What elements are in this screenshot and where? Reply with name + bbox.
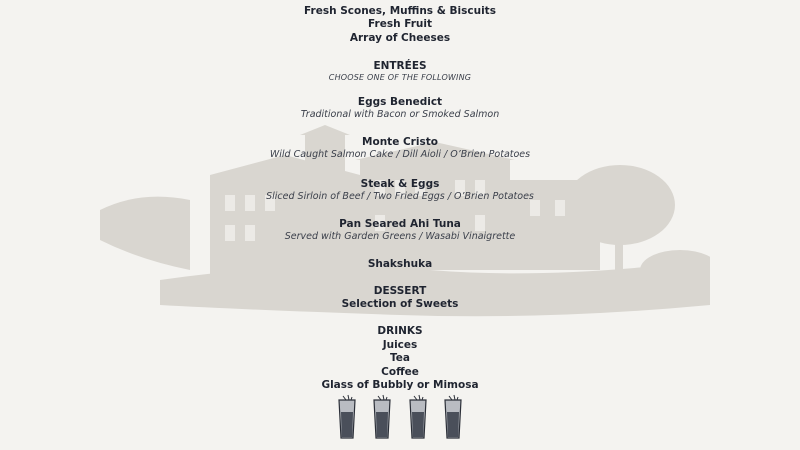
drink-item: Tea (390, 352, 410, 364)
entree-description: Traditional with Bacon or Smoked Salmon (300, 109, 500, 120)
section-heading-drinks: DRINKS (377, 325, 423, 337)
section-subheading: CHOOSE ONE OF THE FOLLOWING (328, 73, 472, 82)
entree-description: Sliced Sirloin of Beef / Two Fried Eggs / O’Brien Potatoes (266, 191, 534, 202)
drink-item: Juices (382, 339, 418, 351)
entree-name: Steak & Eggs (360, 178, 440, 190)
menu-item: Array of Cheeses (349, 32, 451, 44)
entree-description: Served with Garden Greens / Wasabi Vinaigrette (284, 231, 516, 242)
dessert-item: Selection of Sweets (341, 298, 459, 310)
entree-description: Wild Caught Salmon Cake / Dill Aioli / O’Brien Potatoes (269, 149, 531, 160)
entree-name: Shakshuka (367, 258, 433, 270)
menu-item: Fresh Fruit (368, 18, 432, 30)
entree-name: Eggs Benedict (357, 96, 443, 108)
menu-item: Fresh Scones, Muffins & Biscuits (304, 5, 496, 17)
entree-name: Monte Cristo (362, 136, 438, 148)
entree-name: Pan Seared Ahi Tuna (339, 218, 461, 230)
drink-item: Coffee (381, 366, 419, 378)
section-heading-dessert: DESSERT (373, 285, 427, 297)
drink-item: Glass of Bubbly or Mimosa (321, 379, 479, 391)
section-heading-entrees: ENTRÉES (373, 60, 427, 72)
